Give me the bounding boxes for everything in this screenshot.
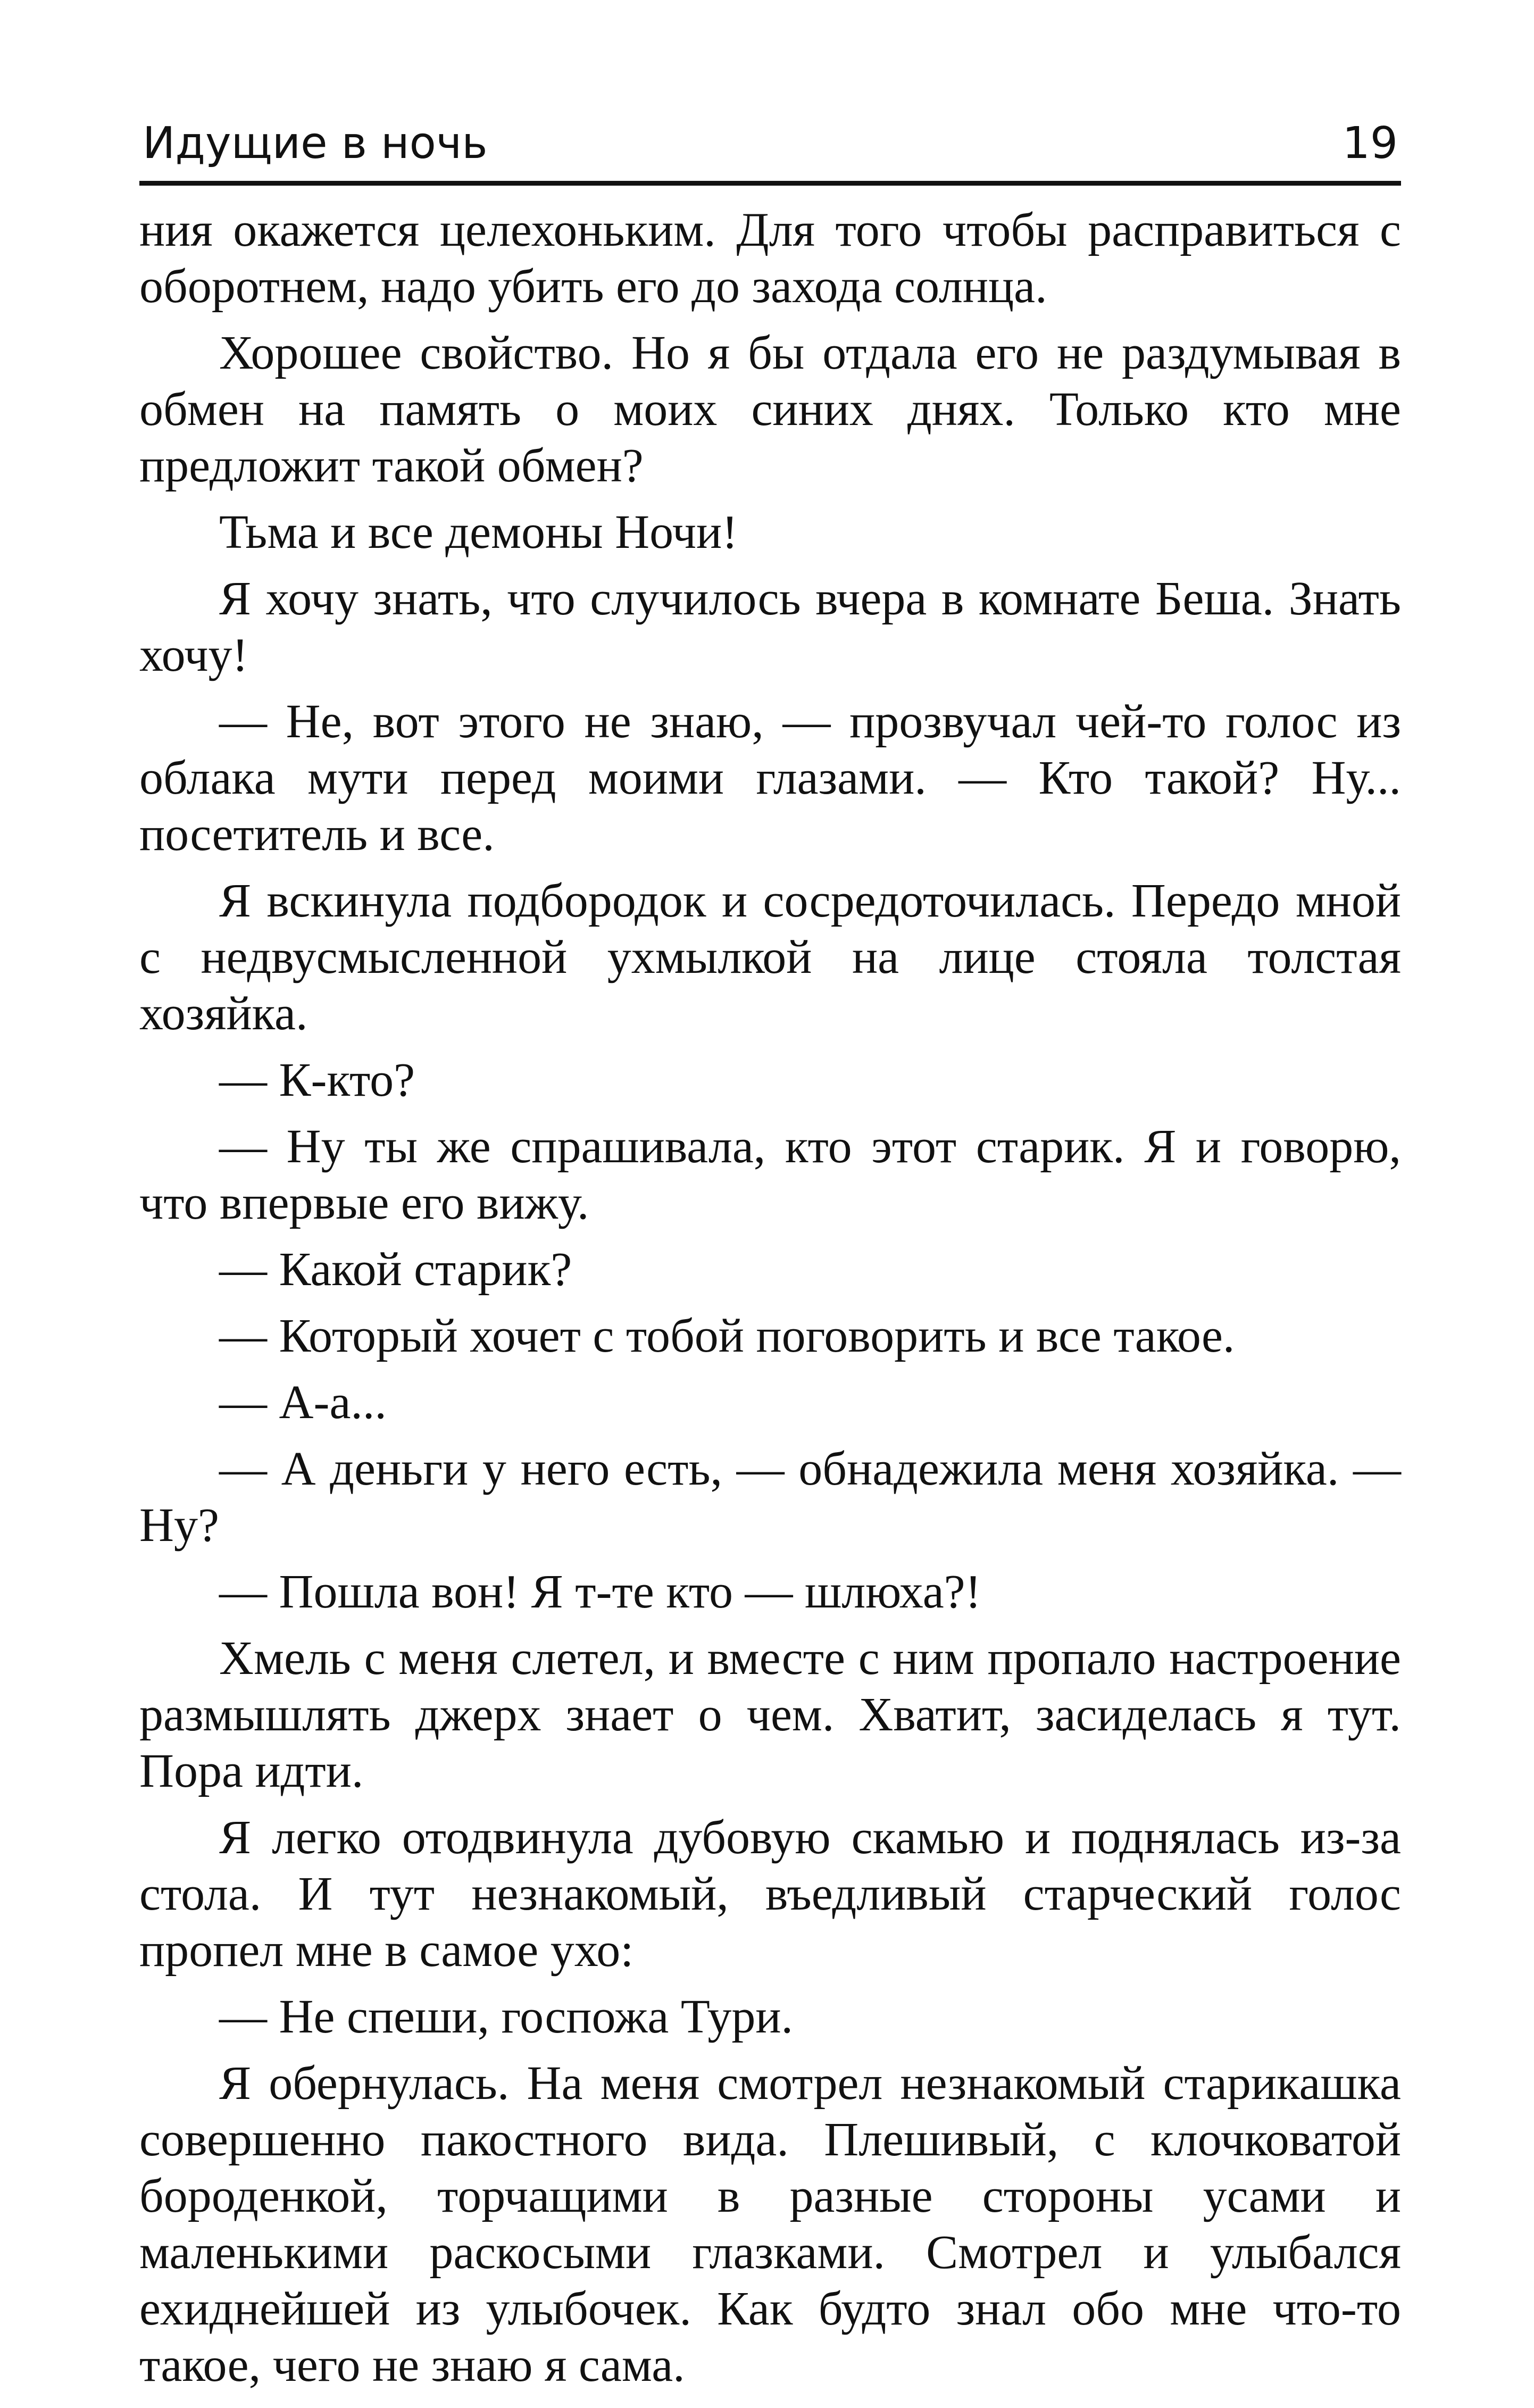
page-number: 19 bbox=[1342, 118, 1398, 169]
running-title: Идущие в ночь bbox=[143, 118, 488, 169]
paragraph: Хорошее свойство. Но я бы отдала его не раздумывая в обмен на память о моих синих днях. Только кто мне предложит такой обмен? bbox=[139, 327, 1401, 492]
dialogue-paragraph: — Не, вот этого не знаю, — прозвучал чей-то голос из облака мути перед моими глазами. — Кто такой? Ну... посетитель и все. bbox=[139, 695, 1401, 861]
dialogue-paragraph: — К-кто? bbox=[219, 1054, 415, 1106]
paragraph: ния окажется целехоньким. Для того чтобы расправиться с оборотнем, надо убить его до захода солнца. bbox=[139, 204, 1401, 313]
dialogue-paragraph: — Какой старик? bbox=[219, 1243, 572, 1296]
paragraph: Хмель с меня слетел, и вместе с ним пропало настроение размышлять джерх знает о чем. Хватит, засиделась я тут. Пора идти. bbox=[139, 1632, 1401, 1797]
paragraph: Я обернулась. На меня смотрел незнакомый старикашка совершенно пакостного вида. Плешивый, с клочковатой бороденкой, торчащими в разные стороны усами и маленькими раскосыми глазками. Смотрел и улыбался ехиднейшей из улыбочек. Как будто знал обо мне что-то такое, чего не знаю я сама. bbox=[139, 2057, 1401, 2392]
dialogue-paragraph: — А деньги у него есть, — обнадежила меня хозяйка. — Ну? bbox=[139, 1443, 1401, 1552]
running-head bbox=[143, 112, 1398, 176]
paragraph: Тьма и все демоны Ночи! bbox=[219, 506, 738, 559]
dialogue-paragraph: — Не спеши, госпожа Тури. bbox=[219, 1990, 794, 2043]
dialogue-paragraph: — Который хочет с тобой поговорить и все такое. bbox=[219, 1310, 1235, 1362]
dialogue-paragraph: — Пошла вон! Я т-те кто — шлюха?! bbox=[219, 1565, 981, 1618]
body-text bbox=[139, 202, 1401, 2404]
paragraph: Я хочу знать, что случилось вчера в комнате Беша. Знать хочу! bbox=[139, 572, 1401, 681]
dialogue-paragraph: — Ну ты же спрашивала, кто этот старик. Я и говорю, что впервые его вижу. bbox=[139, 1120, 1401, 1229]
dialogue-paragraph: — А-а... bbox=[219, 1376, 387, 1429]
paragraph: Я вскинула подбородок и сосредоточилась. Передо мной с недвусмысленной ухмылкой на лице стояла толстая хозяйка. bbox=[139, 874, 1401, 1040]
header-rule bbox=[139, 181, 1401, 186]
paragraph: Я легко отодвинула дубовую скамью и поднялась из-за стола. И тут незнакомый, въедливый старческий голос пропел мне в самое ухо: bbox=[139, 1811, 1401, 1977]
